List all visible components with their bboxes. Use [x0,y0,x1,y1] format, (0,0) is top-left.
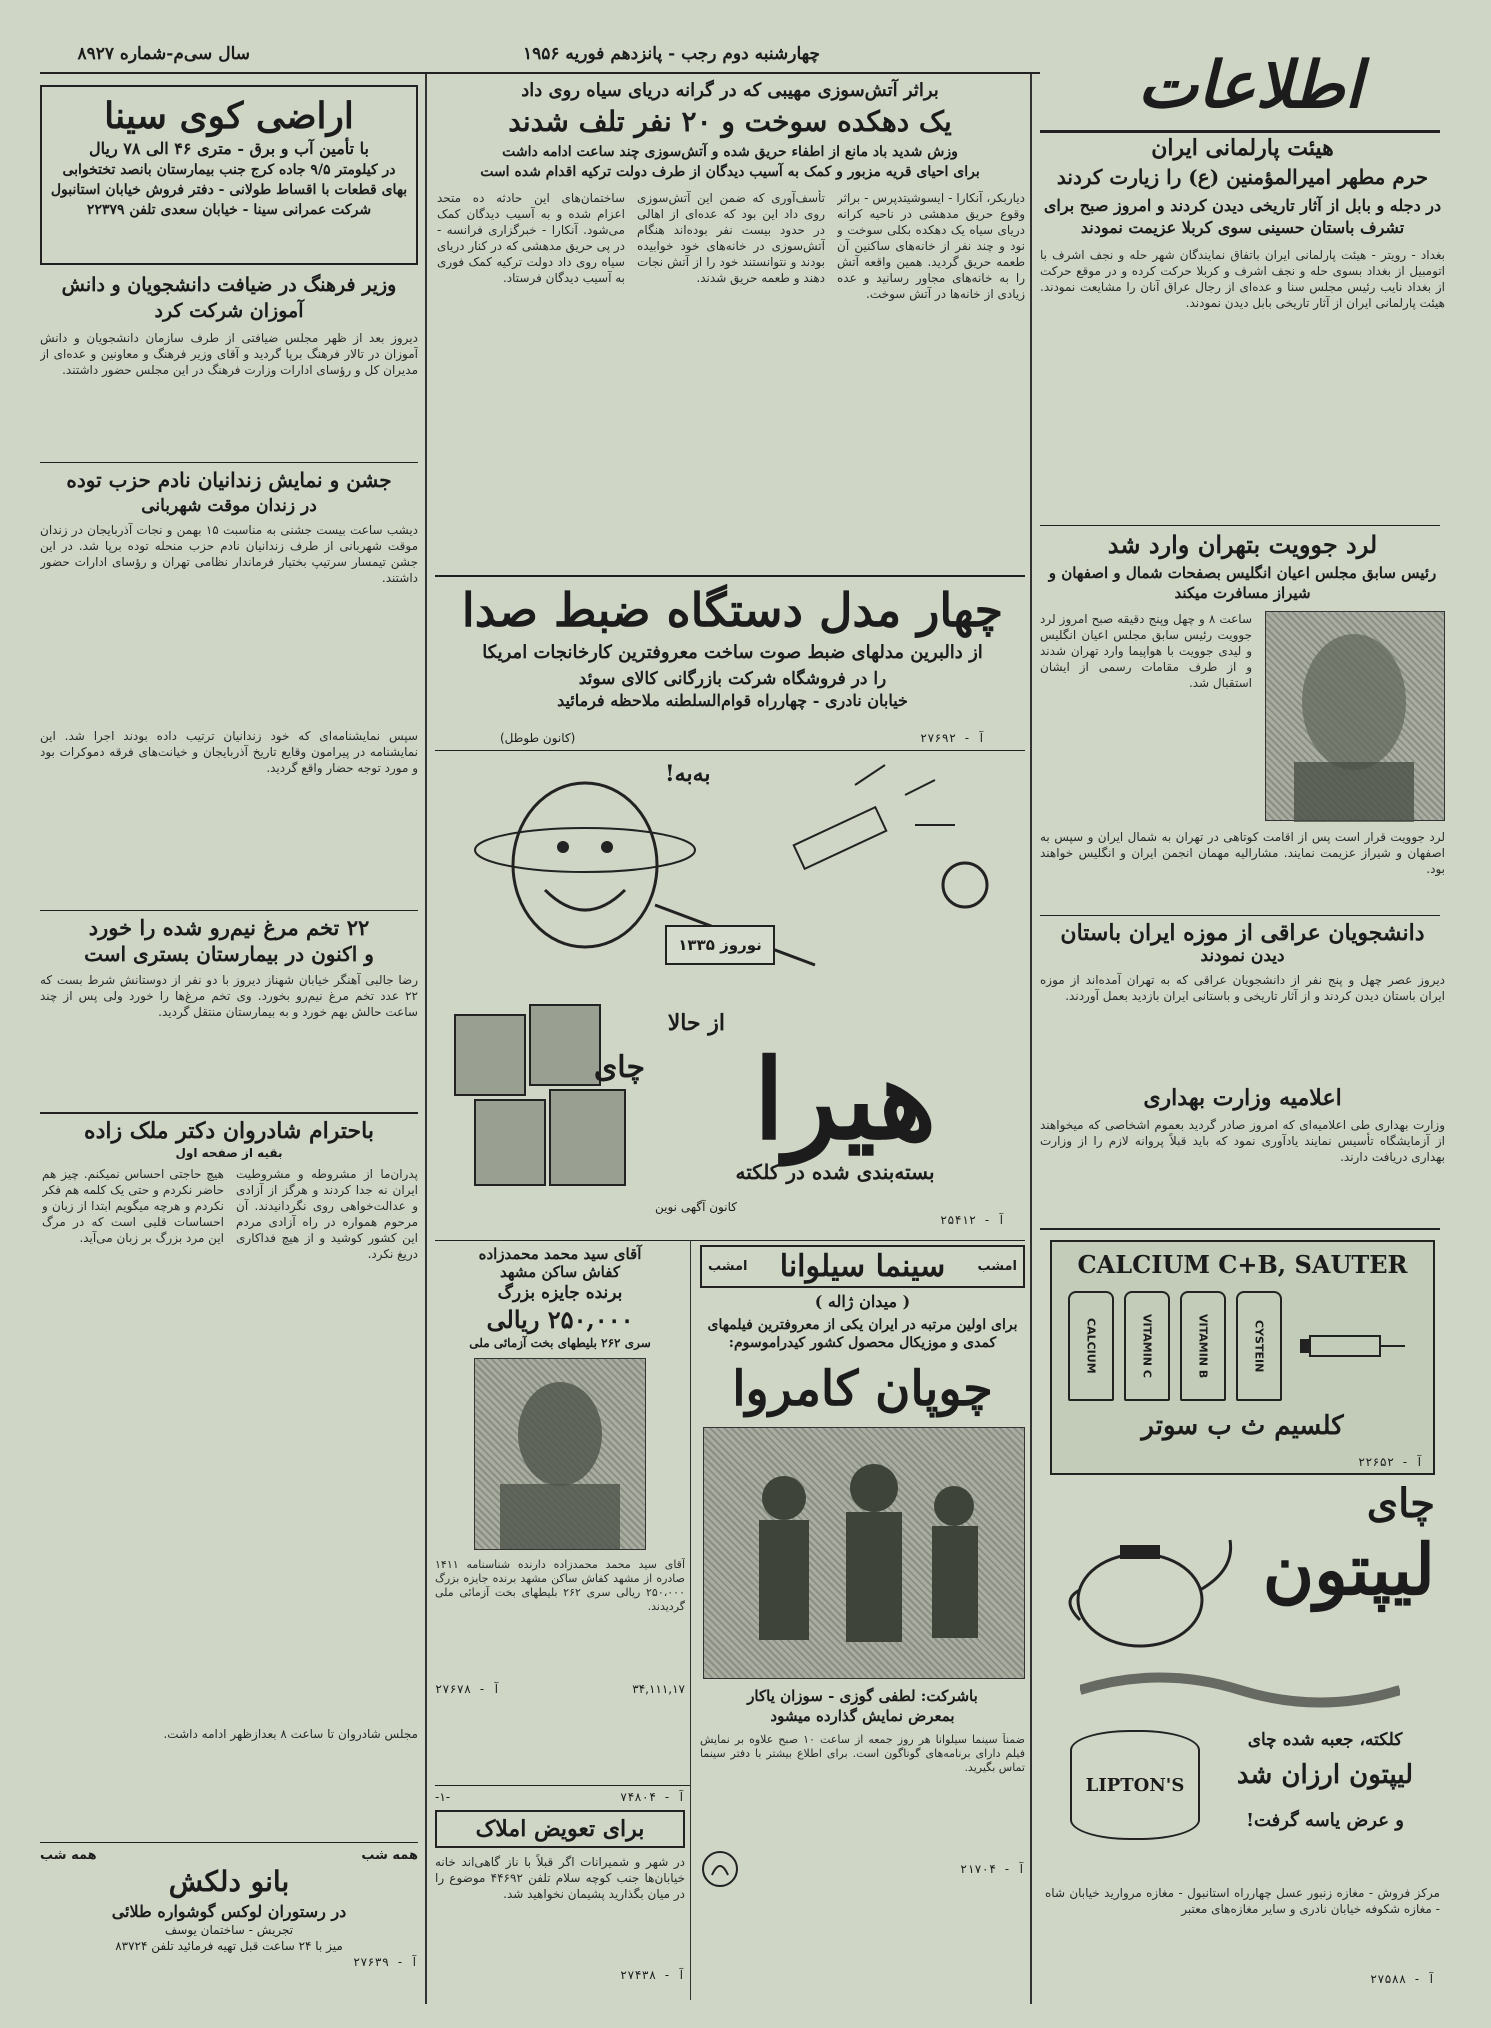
lord-body-2: لرد جوویت قرار است پس از اقامت کوتاهی در تهران به شمال ایران و سپس به اصفهان و شیراز عزیمت نمایند. مشارالیه مهمان انجمن ایران و انگلیس خواهند بود. [1040,830,1445,876]
sina-line-3: بهای قطعات با اقساط طولانی - دفتر فروش خیابان استانبول [50,182,408,198]
lipton-slogan-1: کلکته، جعبه شده چای [1247,1730,1403,1750]
tea-boxes-illustration [445,995,645,1195]
cinema-square: ( میدان ژاله ) [814,1292,911,1311]
fire-body-right: دیاربکر، آنکارا - ایسوشیتدپرس - براثر وقوع حریق مدهشی در ناحیه کرانه دریای سیاه یک دهکده بکلی سوخت و نود و چند نفر از خانه‌های ساکنین آن طعمه حریق گردید. همین واقعه آتش را به خانه‌های مجاور رسانید و عده زیادی از خانه‌ها در آتش سوخت. [837,191,1025,301]
fire-article [435,80,1025,580]
issue-date: چهارشنبه دوم رجب - پانزدهم فوریه ۱۹۵۶ [522,44,820,64]
prisoners-body-2: سپس نمایشنامه‌ای که خود زندانیان ترتیب داده بودند اجرا شد. این نمایشنامه در پیرامون وقایع تاریخ آذربایجان و خیانت‌های فرقه دموکرات بود و مورد توجه حضار واقع گردید. [40,729,418,775]
lord-subhead: رئیس سابق مجلس اعیان انگلیس بصفحات شمال و اصفهان و شیراز مسافرت میکند [1048,564,1437,602]
parliament-body: بغداد - رویتر - هیئت پارلمانی ایران باتفاق نمایندگان شهر حله و نجف اشرف با اتومبیل از بغداد بسوی حله و نجف اشرف و کربلا حرکت کرده و در موقع حرکت از بغداد نایب رئیس مجلس سنا و عده‌ای از رجال عراق آنان را مشایعت نمودند. هیئت پارلمانی ایران از آثار تاریخی بابل دیدن نمودند. [1040,248,1445,310]
cinema-line-1: برای اولین مرتبه در ایران یکی از معروفترین فیلمهای [707,1317,1018,1333]
hira-tagline: بسته‌بندی شده در کلکته [735,1160,935,1184]
delkash-ad [40,1848,418,1998]
lottery-total: ۳۴,۱۱۱,۱۷ [632,1682,685,1696]
ampoule-vitamin-b: VITAMIN B [1180,1291,1226,1401]
lord-photo [1265,611,1445,821]
calcium-ampoules [1052,1279,1433,1401]
cinema-code: آ - ۲۱۷۰۴ [959,1862,1025,1876]
fire-subhead-1: وزش شدید باد مانع از اطفاء حریق شده و آتش‌سوزی چند ساعت ادامه داشت [502,144,958,160]
cinema-ad [700,1245,1025,2000]
hira-cheers: به‌به! [665,761,711,787]
recorder-ad [440,580,1025,745]
ministry-headline: اعلامیه وزارت بهداری [1143,1085,1342,1111]
parliament-subhead-2: در دجله و بابل از آثار تاریخی دیدن کردند و امروز صبح برای تشرف باستان حسینی سوی کربلا عزیمت نمودند [1043,196,1442,237]
prisoners-headline: جشن و نمایش زندانیان نادم حزب توده [66,468,392,492]
students-subhead: دیدن نمودند [1200,946,1285,966]
culture-body: دیروز بعد از ظهر مجلس ضیافتی از طرف سازمان دانشجویان و دانش آموزان در تالار فرهنگ برپا گردید و آقای وزیر فرهنگ و معاونین و عده‌ای از مدیران کل و رؤسای ادارات وزارت فرهنگ در این مجلس حضور داشتند. [40,331,418,377]
egg-article [40,915,418,1112]
parliament-article [1040,135,1445,497]
lord-headline: لرد جوویت بتهران وارد شد [1107,530,1378,559]
fire-body-left: ساختمان‌های این حادثه ده متحد اعزام شده و به آسیب دیدگان کمک می‌شود. آنکارا - خبرگزاری فرانسه - در پی حریق مدهشی که در کنار دریای سیاه روی داد دولت ترکیه کمک فوری به آسیب دیدگان فرستاد. [437,191,625,285]
issue-number: سال سی‌م-شماره ۸۹۲۷ [77,44,250,64]
recorder-line-2: خیابان نادری - چهارراه قوام‌السلطنه ملاحظه فرمائید [557,691,908,710]
hira-brand: هیرا [753,1035,937,1164]
ministry-article [1040,1085,1445,1222]
hira-chai: چای [593,1050,645,1085]
sina-line-1: با تأمین آب و برق - متری ۴۶ الی ۷۸ ریال [89,139,369,158]
delkash-line-1: در رستوران لوکس گوشواره طلائی [111,1902,347,1921]
hira-ezhala: از حالا [667,1010,725,1036]
hira-tea-ad [435,755,1025,1235]
sina-title: اراضی کوی سینا [104,95,354,137]
delkash-line-3: میز با ۲۴ ساعت قبل تهیه فرمائید تلفن ۸۳۷۲۴ [115,1939,343,1953]
prisoners-article [40,468,418,878]
calcium-persian: کلسیم ث ب سوتر [1141,1411,1344,1441]
parliament-subhead: حرم مطهر امیرالمؤمنین (ع) را زیارت کردند [1056,165,1429,189]
delkash-label-right: همه شب [361,1848,418,1863]
lipton-tin: LIPTON'S [1070,1730,1200,1840]
culture-headline: وزیر فرهنگ در ضیافت دانشجویان و دانش آموزان شرکت کرد [61,274,397,322]
lottery-line-1: آقای سید محمد محمدزاده [478,1245,642,1263]
hira-agency: کانون آگهی نوین [655,1200,737,1214]
delkash-line-2: تجریش - ساختمان یوسف [164,1923,294,1937]
exchange-code-top: آ - ۷۴۸۰۴ [619,1790,685,1804]
fire-headline: یک دهکده سوخت و ۲۰ نفر تلف شدند [508,105,952,138]
prisoners-subhead: در زندان موقت شهربانی [141,496,317,516]
malekzadeh-continued: بقیه از صفحه اول [175,1146,283,1160]
cinema-tonight-right: امشب [977,1259,1017,1274]
cinema-tonight-left: امشب [708,1259,748,1274]
cinema-film-title: چوپان کامروا [732,1361,993,1417]
exchange-number: -۱- [435,1790,451,1804]
cinema-screening: بمعرض نمایش گذارده میشود [770,1707,955,1725]
lottery-line-4: سری ۲۶۲ بلیطهای بخت آزمائی ملی [469,1336,651,1350]
ampoule-cystein: CYSTEIN [1236,1291,1282,1401]
exchange-title: برای تعویض املاک [435,1810,685,1848]
lord-article [1040,530,1445,931]
malekzadeh-col-2: هیچ حاجتی احساس نمیکنم. چیز هم حاضر نکردم و حتی یک کلمه هم فکر نکردم و هرچه میگویم ابتدا از زبان و احساسات قلبی است که در مرگ این مرد بزرگ بر زبان می‌آید. [42,1167,224,1245]
lipton-brand: لیپتون [1262,1528,1435,1611]
calcium-brand: CALCIUM C+B, SAUTER [1077,1250,1408,1279]
lottery-body: آقای سید محمد محمدزاده دارنده شناسنامه ۱۴۱۱ صادره از مشهد کفاش ساکن مشهد برنده جایزه بزرگ ۲۵۰،۰۰۰ ریالی سری ۲۶۲ بلیطهای بخت آزمائی ملی گردیدند. [435,1558,685,1613]
lipton-slogan-2: لیپتون ارزان شد [1236,1760,1414,1790]
ampoule-calcium: CALCIUM [1068,1291,1114,1401]
egg-subhead: و اکنون در بیمارستان بستری است [84,942,374,966]
cheering-man-illustration [445,755,1025,1015]
lipton-slogan-3: و عرض یاسه گرفت! [1246,1810,1404,1831]
lottery-winner-photo [474,1358,646,1550]
cinema-logo-icon [700,1849,740,1889]
recorder-headline: چهار مدل دستگاه ضبط صدا [461,583,1004,637]
hira-nowruz-card: نوروز ۱۳۳۵ [665,925,775,965]
lottery-line-2: کفاش ساکن مشهد [500,1263,620,1281]
ministry-body: وزارت بهداری طی اعلامیه‌ای که امروز صادر گردید بعموم اشخاصی که میخواهند از آزمایشگاه تأسیس نمایند یادآوری نمود که باید قبلاً پروانه لازم را از وزارت بهداری دریافت دارند. [1040,1118,1445,1164]
lottery-line-3: برنده جایزه بزرگ [497,1283,623,1303]
lipton-ad [1040,1480,1445,2000]
students-headline: دانشجویان عراقی از موزه ایران باستان [1060,920,1425,946]
calcium-ad [1050,1240,1435,1475]
sina-line-4: شرکت عمرانی سینا - خیابان سعدی تلفن ۲۲۳۷۹ [86,202,372,218]
ribbon-icon [1080,1665,1400,1715]
cinema-body: ضمناً سینما سیلوانا هر روز جمعه از ساعت ۱۰ صبح علاوه بر نمایش فیلم دارای برنامه‌های گوناگون است. برای اطلاع بیشتر با دفتر سینما تماس بگیرید. [700,1733,1025,1774]
syringe-icon [1292,1291,1417,1401]
property-exchange-ad [435,1790,685,2000]
fire-subhead-2: برای احیای قریه مزبور و کمک به آسیب دیدگان از طرف دولت ترکیه اقدام شده است [480,164,980,180]
masthead-logo: اطلاعات [1137,48,1363,123]
malekzadeh-headline: باحترام شادروان دکتر ملک زاده [84,1118,374,1144]
fire-kicker: براثر آتش‌سوزی مهیبی که در گرانه دریای سیاه روی داد [521,80,939,101]
sina-land-ad [40,85,418,265]
egg-headline: ۲۲ تخم مرغ نیم‌رو شده را خورد [88,915,370,940]
malekzadeh-footer: مجلس شادروان تا ساعت ۸ بعدازظهر ادامه داشت. [163,1727,418,1741]
cinema-film-still [703,1427,1025,1679]
teapot-icon [1060,1490,1240,1660]
lipton-code: آ - ۲۷۵۸۸ [1369,1972,1435,1986]
recorder-subhead: از دالبرین مدلهای ضبط صوت ساخت معروفترین کارخانجات امریکا [482,642,983,663]
lipton-body: مرکز فروش - مغازه زنبور عسل چهارراه استانبول - مغازه مروارید خیابان شاه - مغازه شکوفه خیابان نادری و سایر مغازه‌های معتبر [1045,1886,1440,1916]
malekzadeh-col-1: پدران‌ما از مشروطه و مشروطیت ایران نه جدا کردند و هرگز از آزادی و عدالت‌خواهی روی نگردانیدند. آن مرحوم همواره در راه آزادی مردم این کشور کوشید و از هیچ فداکاری دریغ نکرد. [236,1167,418,1261]
cinema-cast: باشرکت: لطفی گوزی - سوزان یاکار [747,1687,978,1705]
recorder-line-1: را در فروشگاه شرکت بازرگانی کالای سوئد [578,669,887,689]
delkash-title: بانو دلکش [168,1865,290,1898]
delkash-label-left: همه شب [40,1848,97,1863]
students-body: دیروز عصر چهل و پنج نفر از دانشجویان عراقی که به تهران آمده‌اند از موزه ایران باستان دیدن کردند و از آثار تاریخی و باستانی ایران بازدید بعمل آوردند. [1040,973,1445,1003]
lottery-ad [435,1245,685,1780]
cinema-line-2: کمدی و موزیکال محصول کشور کیدراموسوم: [728,1335,997,1351]
exchange-body: در شهر و شمیرانات اگر قبلاً با ناز گاهی‌اند خانه خیابان‌ها جنب کوچه سلام تلفن ۴۴۶۹۲ موضوع را در میان بگذارید پشیمان نخواهید شد. [435,1855,685,1901]
hira-code: آ - ۲۵۴۱۲ [939,1213,1005,1227]
lord-body: ساعت ۸ و چهل وپنج دقیقه صبح امروز لرد جوویت رئیس سابق مجلس اعیان انگلیس و لیدی جوویت با هواپیما وارد تهران شدند و از طرف مقامات رسمی از ایشان استقبال شد. [1040,612,1252,690]
delkash-code: آ - ۲۷۶۳۹ [352,1955,418,1969]
malekzadeh-article [40,1118,418,1742]
ampoule-vitamin-c: VITAMIN C [1124,1291,1170,1401]
students-article [1040,920,1445,1062]
lottery-prize: ۲۵۰,۰۰۰ ریالی [486,1305,634,1334]
recorder-label: (کانون طوطل) [500,731,576,745]
lottery-code: آ - ۲۷۶۷۸ [435,1682,501,1696]
cinema-name: سینما سیلوانا [779,1249,946,1284]
recorder-code: آ - ۲۷۶۹۲ [919,731,985,745]
exchange-code: آ - ۲۷۴۳۸ [619,1968,685,1982]
calcium-code: آ - ۲۲۶۵۲ [1357,1455,1423,1469]
prisoners-body: دیشب ساعت بیست جشنی به مناسبت ۱۵ بهمن و نجات آذربایجان در زندان موقت شهربانی از طرف زندانیان نادم حزب منحله توده برپا شد. در این جشن تیمسار سرتیپ بختیار فرماندار نظامی تهران و رؤسای ادارات حضور داشتند. [40,523,418,585]
egg-body: رضا جالبی آهنگر خیابان شهناز دیروز با دو نفر از دوستانش شرط بست که ۲۲ عدد تخم مرغ نیم‌رو بخورد. وی تخم مرغ‌ها را خورد ولی پس از چند ساعت حالش بهم خورد و به بیمارستان منتقل گردید. [40,973,418,1019]
parliament-headline: هیئت پارلمانی ایران [1151,135,1334,161]
sina-line-2: در کیلومتر ۹/۵ جاده کرج جنب بیمارستان بانصد تختخوابی [62,162,396,178]
culture-article [40,272,418,460]
lipton-chai: چای [1366,1480,1435,1527]
fire-body-middle: تأسف‌آوری که ضمن این آتش‌سوزی روی داد این بود که عده‌ای از اهالی در حدود بیست نفر بوده‌اند هنگام آتش‌سوزی در خانه‌های خود خوابیده بودند و نتوانستند خود را از آتش نجات دهند و طعمه حریق شدند. [637,191,825,285]
